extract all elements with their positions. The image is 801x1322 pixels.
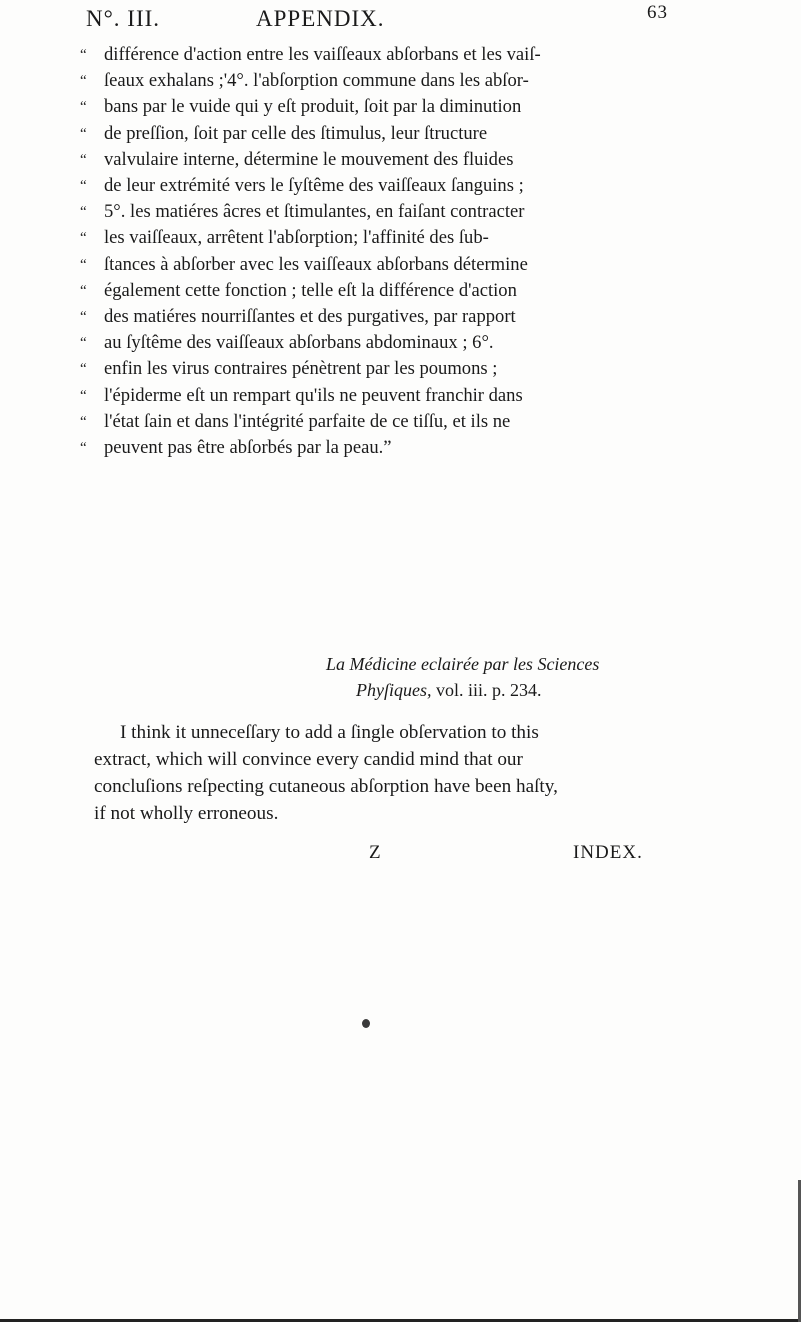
quote-line-text: ſtances à abſorber avec les vaiſſeaux abſorbans détermine [104,253,528,275]
quotation-mark: “ [80,282,87,299]
citation [326,651,599,703]
paragraph-line: extract, which will convince every candid mind that our [94,749,523,770]
quote-line [80,383,680,409]
quote-line [80,147,680,173]
french-quotation [80,42,680,461]
quote-line-text: l'épiderme eſt un rempart qu'ils ne peuvent franchir dans [104,384,523,406]
quote-line [80,68,680,94]
quotation-mark: “ [80,256,87,273]
body-paragraph [94,719,684,827]
quote-line [80,356,680,382]
quote-line-text: peuvent pas être abſorbés par la peau.” [104,437,392,459]
ink-blot [362,1019,370,1028]
quotation-mark: “ [80,309,87,326]
quotation-mark: “ [80,335,87,352]
quotation-mark: “ [80,361,87,378]
section-number: N°. III. [86,6,161,31]
quotation-mark: “ [80,47,87,63]
quote-line [80,199,680,225]
quote-line [80,225,680,251]
quote-line-text: au ſyſtême des vaiſſeaux abſorbans abdominaux ; 6°. [104,332,494,354]
quote-line [80,435,680,461]
quote-line [80,173,680,199]
quotation-mark: “ [80,440,87,457]
running-title: APPENDIX. [256,6,385,31]
quote-line-text: bans par le vuide qui y eſt produit, ſoit par la diminution [104,96,522,118]
quotation-mark: “ [80,125,87,142]
quote-line-text: 5°. les matiéres âcres et ſtimulantes, en faiſant contracter [104,201,525,223]
citation-reference: vol. iii. p. 234. [431,680,542,700]
quote-line [80,304,680,330]
quote-line-text: les vaiſſeaux, arrêtent l'abſorption; l'affinité des ſub- [104,227,489,249]
quotation-mark: “ [80,151,87,168]
quotation-mark: “ [80,204,87,221]
quotation-mark: “ [80,73,87,90]
quote-line-text: l'état ſain et dans l'intégrité parfaite de ce tiſſu, et ils ne [104,410,511,432]
quote-line-text: ſeaux exhalans ;'4°. l'abſorption commune dans les abſor- [104,70,529,92]
catchword: INDEX. [573,842,643,863]
quotation-mark: “ [80,413,87,430]
citation-work-title: La Médicine eclairée par les Sciences [326,654,600,674]
quote-line-text: de preſſion, ſoit par celle des ſtimulus, leur ſtructure [104,122,488,144]
quote-line [80,252,680,278]
quote-line [80,330,680,356]
quote-line-text: également cette fonction ; telle eſt la différence d'action [104,279,517,301]
quote-line-text: des matiéres nourriſſantes et des purgatives, par rapport [104,306,516,328]
quote-line-text: valvulaire interne, détermine le mouvement des fluides [104,148,514,170]
quote-line-text: enfin les virus contraires pénètrent par les poumons ; [104,358,498,380]
paragraph-line: concluſions reſpecting cutaneous abſorption have been haſty, [94,776,558,797]
quote-line-text: différence d'action entre les vaiſſeaux abſorbans et les vaiſ- [104,44,541,65]
paragraph-line: I think it unneceſſary to add a ſingle obſervation to this [120,722,539,743]
quote-line [80,409,680,435]
quote-line [80,42,680,68]
quote-line [80,278,680,304]
quote-line [80,94,680,120]
paragraph-line: if not wholly erroneous. [94,803,279,824]
quotation-mark: “ [80,99,87,116]
citation-work-title-end: Phyſiques, [356,680,432,700]
signature-mark: Z [369,842,381,863]
quote-line-text: de leur extrémité vers le ſyſtême des vaiſſeaux ſanguins ; [104,175,524,197]
quotation-mark: “ [80,178,87,195]
quotation-mark: “ [80,230,87,247]
quotation-mark: “ [80,387,87,404]
running-header [86,2,668,40]
quote-line [80,121,680,147]
citation-work-title-continued [326,677,599,703]
page-number: 63 [647,2,668,23]
